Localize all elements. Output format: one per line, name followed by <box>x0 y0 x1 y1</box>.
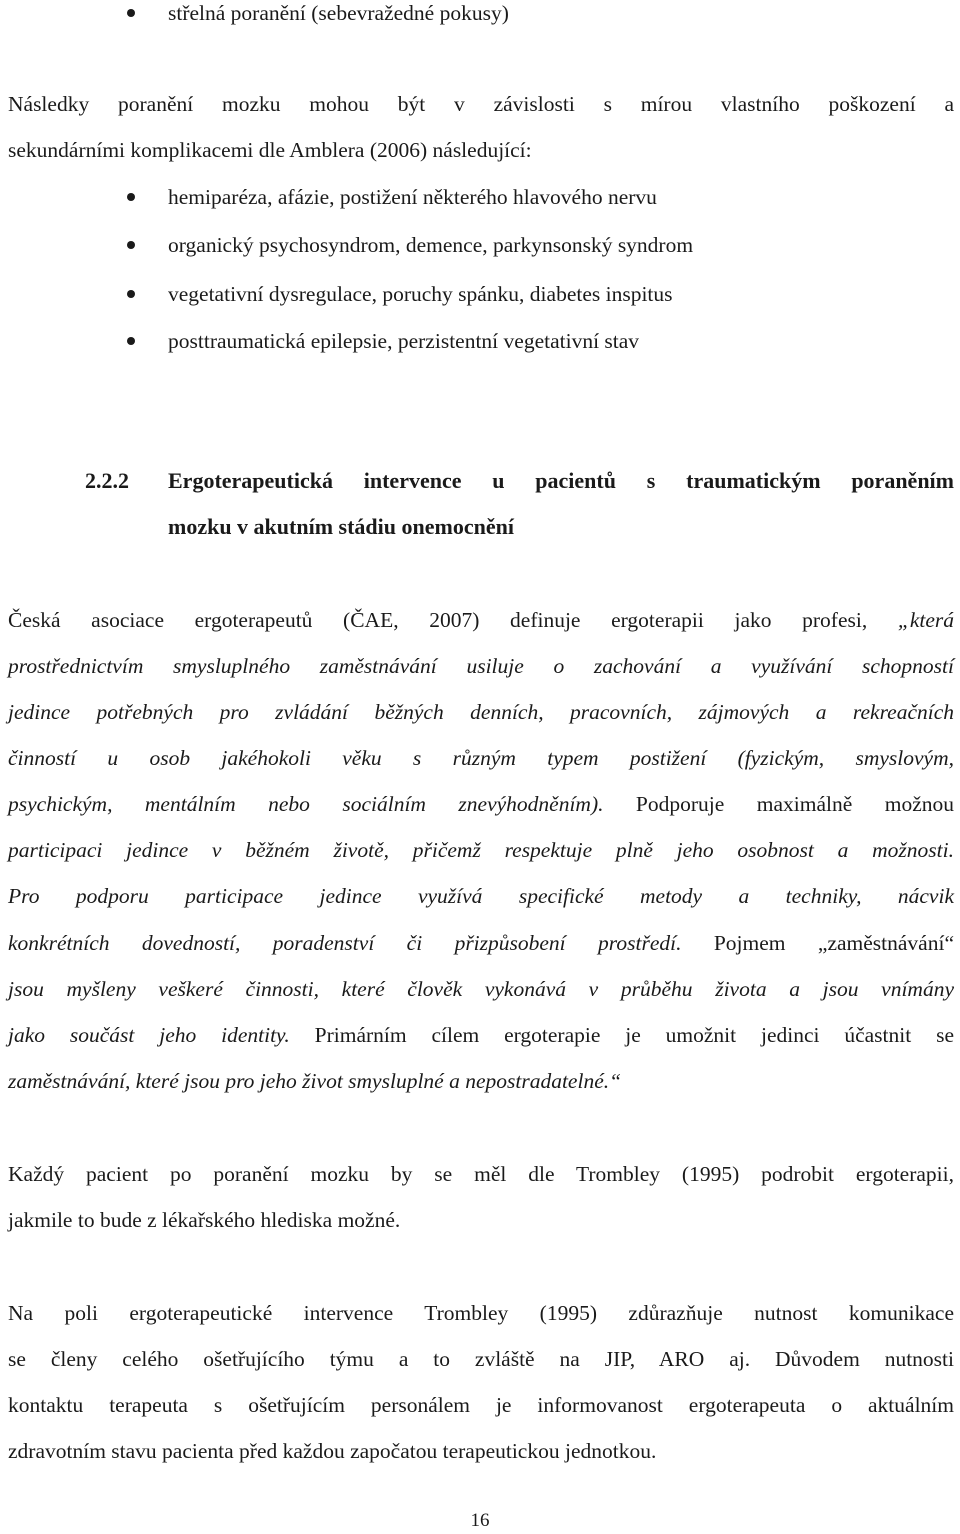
list-item-text: střelná poranění (sebevražedné pokusy) <box>168 1 509 25</box>
paragraph-1-line-11: zaměstnávání, které jsou pro jeho život smysluplné a nepostradatelné.“ <box>8 1069 622 1093</box>
section-number: 2.2.2 <box>85 468 129 493</box>
paragraph-1-line-1 <box>8 605 954 635</box>
text-span: Podporuje maximálně možnou <box>603 792 954 816</box>
list-item-text: organický psychosyndrom, demence, parkynsonský syndrom <box>168 233 694 257</box>
paragraph-1-line-5 <box>8 789 954 819</box>
paragraph-3-line-1: Na poli ergoterapeutické intervence Trombley (1995) zdůrazňuje nutnost komunikace <box>8 1301 954 1325</box>
paragraph-1-line-9: jsou myšleny veškeré činnosti, které člověk vykonává v průběhu života a jsou vnímány <box>8 977 954 1001</box>
paragraph-1-line-6: participaci jedince v běžném životě, přičemž respektuje plně jeho osobnost a možnosti. <box>8 838 954 862</box>
paragraph-3-line-3: kontaktu terapeuta s ošetřujícím personálem je informovanost ergoterapeuta o aktuálním <box>8 1393 954 1417</box>
paragraph-2-line-1: Každý pacient po poranění mozku by se měl dle Trombley (1995) podrobit ergoterapii, <box>8 1162 954 1186</box>
bullet-icon <box>127 337 135 345</box>
bullet-icon <box>127 241 135 249</box>
paragraph-1-line-7: Pro podporu participace jedince využívá specifické metody a techniky, nácvik <box>8 884 954 908</box>
paragraph-3-line-4: zdravotním stavu pacienta před každou započatou terapeutickou jednotkou. <box>8 1439 657 1463</box>
quote-span: „která <box>897 608 954 632</box>
text-span: Česká asociace ergoterapeutů (ČAE, 2007) definuje ergoterapii jako profesi, <box>8 608 898 632</box>
intro-line-1: Následky poranění mozku mohou být v závislosti s mírou vlastního poškození a <box>8 92 954 116</box>
quote-span: jako součást jeho identity. <box>8 1023 290 1047</box>
bullet-icon <box>127 9 135 17</box>
list-item-text: hemiparéza, afázie, postižení některého hlavového nervu <box>168 185 657 209</box>
bullet-icon <box>127 290 135 298</box>
paragraph-1-line-8 <box>8 928 954 958</box>
list-item-text: posttraumatická epilepsie, perzistentní vegetativní stav <box>168 329 640 353</box>
text-span: Pojmem „zaměstnávání“ <box>681 931 954 955</box>
paragraph-1-line-3: jedince potřebných pro zvládání běžných denních, pracovních, zájmových a rekreačních <box>8 700 954 724</box>
quote-span: konkrétních dovedností, poradenství či přizpůsobení prostředí. <box>8 931 682 955</box>
paragraph-1-line-2: prostřednictvím smysluplného zaměstnávání usiluje o zachování a využívání schopností <box>8 654 954 678</box>
list-item-text: vegetativní dysregulace, poruchy spánku, diabetes inspitus <box>168 282 673 306</box>
paragraph-2-line-2: jakmile to bude z lékařského hlediska možné. <box>8 1208 401 1232</box>
bullet-icon <box>127 193 135 201</box>
paragraph-1-line-10 <box>8 1020 954 1050</box>
paragraph-3-line-2: se členy celého ošetřujícího týmu a to zvláště na JIP, ARO aj. Důvodem nutnosti <box>8 1347 954 1371</box>
text-span: Primárním cílem ergoterapie je umožnit jedinci účastnit se <box>289 1023 954 1047</box>
page-number: 16 <box>470 1510 490 1531</box>
section-title-line-1: Ergoterapeutická intervence u pacientů s traumatickým poraněním <box>168 468 954 493</box>
paragraph-1-line-4: činností u osob jakéhokoli věku s různým typem postižení (fyzickým, smyslovým, <box>8 746 954 770</box>
section-title-line-2: mozku v akutním stádiu onemocnění <box>168 514 514 539</box>
intro-line-2: sekundárními komplikacemi dle Amblera (2006) následující: <box>8 138 532 162</box>
quote-span: psychickým, mentálním nebo sociálním znevýhodněním). <box>8 792 604 816</box>
